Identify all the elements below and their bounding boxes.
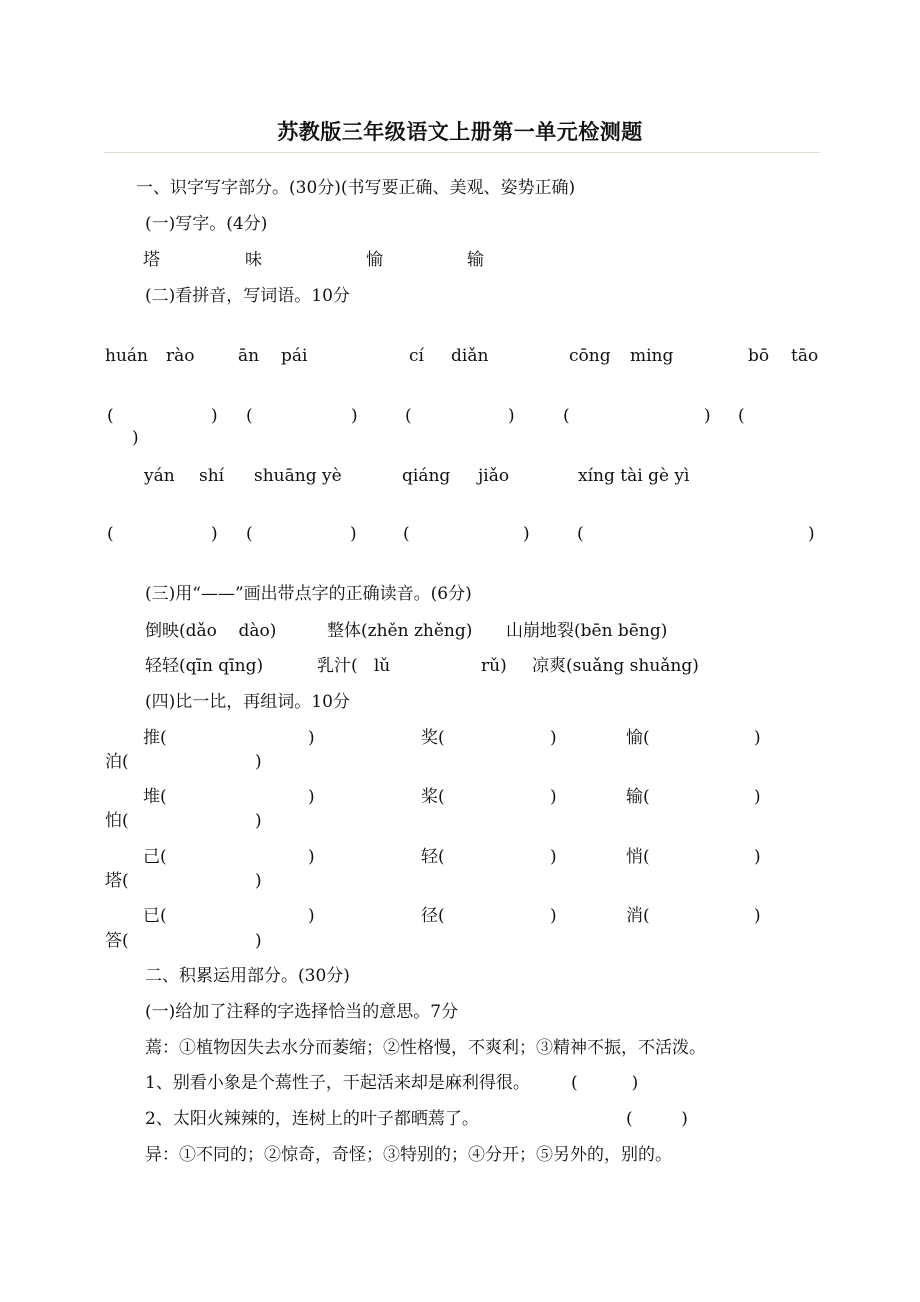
reading-choice: 山崩地裂(bēn bēng): [506, 621, 668, 641]
compare-close: ): [308, 906, 315, 926]
compare-close: ): [550, 847, 557, 867]
answer-blank: ( ): [571, 1073, 639, 1093]
answer-blank-close: ): [211, 406, 218, 426]
answer-blank-close: ): [508, 406, 515, 426]
pinyin-syllable: shuāng yè: [254, 466, 342, 486]
pinyin-syllable: cí: [409, 346, 424, 366]
answer-blank-close: ): [350, 524, 357, 544]
page-title: 苏教版三年级语文上册第一单元检测题: [277, 119, 643, 144]
answer-blank-open: (: [246, 406, 253, 426]
answer-blank-close: ): [808, 524, 815, 544]
compare-close: ): [754, 787, 761, 807]
part-1-heading: (一)给加了注释的字选择恰当的意思。7分: [145, 1002, 459, 1022]
compare-close: ): [754, 728, 761, 748]
reading-choice: rǔ): [481, 656, 507, 676]
compare-close: ): [255, 811, 262, 831]
write-char: 愉: [366, 250, 383, 270]
answer-blank-open: (: [246, 524, 253, 544]
part-4-heading: (四)比一比，再组词。10分: [145, 692, 350, 712]
compare-char: 答(: [105, 931, 129, 951]
compare-char: 消(: [626, 906, 650, 926]
compare-char: 悄(: [626, 847, 650, 867]
compare-char: 推(: [143, 728, 167, 748]
compare-char: 轻(: [421, 847, 445, 867]
write-char: 味: [245, 250, 262, 270]
compare-char: 径(: [421, 906, 445, 926]
compare-char: 桨(: [421, 787, 445, 807]
pinyin-syllable: bō: [748, 346, 770, 366]
answer-blank-close: ): [211, 524, 218, 544]
answer-blank-open: (: [107, 406, 114, 426]
answer-blank: ( ): [626, 1109, 688, 1129]
pinyin-syllable: ān: [238, 346, 260, 366]
compare-char: 塔(: [105, 871, 129, 891]
compare-close: ): [255, 752, 262, 772]
reading-choice: 凉爽(suǎng shuǎng): [532, 656, 699, 676]
pinyin-syllable: rào: [166, 346, 195, 366]
question-line: 2、太阳火辣辣的，连树上的叶子都晒蔫了。: [145, 1109, 479, 1129]
pinyin-syllable: jiǎo: [478, 466, 510, 486]
compare-char: 己(: [143, 847, 167, 867]
compare-char: 已(: [143, 906, 167, 926]
compare-close: ): [754, 906, 761, 926]
answer-blank-open: (: [738, 406, 745, 426]
pinyin-syllable: xíng tài gè yì: [578, 466, 690, 486]
compare-close: ): [754, 847, 761, 867]
pinyin-syllable: ming: [630, 346, 674, 366]
reading-choice: 整体(zhěn zhěng): [327, 621, 473, 641]
answer-blank-open: (: [403, 524, 410, 544]
compare-char: 泊(: [105, 752, 129, 772]
answer-blank-open: (: [107, 524, 114, 544]
reading-choice: 轻轻(qīn qīng): [145, 656, 264, 676]
reading-choice: 倒映(dǎo dào): [145, 621, 277, 641]
compare-close: ): [308, 787, 315, 807]
pinyin-syllable: qiáng: [402, 466, 451, 486]
compare-char: 怕(: [105, 811, 129, 831]
part-1-heading: (一)写字。(4分): [145, 214, 268, 234]
compare-close: ): [255, 931, 262, 951]
pinyin-syllable: huán: [105, 346, 148, 366]
definition-line: 蔫：①植物因失去水分而萎缩；②性格慢，不爽利；③精神不振，不活泼。: [145, 1038, 706, 1058]
compare-close: ): [550, 728, 557, 748]
part-2-heading: (二)看拼音，写词语。10分: [145, 286, 350, 306]
answer-blank-open: (: [563, 406, 570, 426]
part-3-heading: (三)用“——”画出带点字的正确读音。(6分): [145, 584, 472, 604]
compare-char: 堆(: [143, 787, 167, 807]
compare-char: 输(: [626, 787, 650, 807]
compare-close: ): [255, 871, 262, 891]
pinyin-syllable: yán: [144, 466, 175, 486]
question-line: 1、别看小象是个蔫性子，干起活来却是麻利得很。: [145, 1073, 530, 1093]
title-divider: [104, 152, 820, 153]
answer-blank-close: ): [351, 406, 358, 426]
pinyin-syllable: cōng: [569, 346, 611, 366]
pinyin-syllable: diǎn: [451, 346, 489, 366]
reading-choice: 乳汁( lǔ: [317, 656, 391, 676]
pinyin-syllable: pái: [281, 346, 308, 366]
compare-char: 奖(: [421, 728, 445, 748]
write-char: 塔: [143, 250, 160, 270]
section-2-heading: 二、积累运用部分。(30分): [145, 966, 350, 986]
answer-blank-close: ): [523, 524, 530, 544]
compare-char: 愉(: [626, 728, 650, 748]
compare-close: ): [308, 728, 315, 748]
pinyin-syllable: tāo: [791, 346, 819, 366]
compare-close: ): [550, 787, 557, 807]
write-char: 输: [467, 250, 484, 270]
pinyin-syllable: shí: [199, 466, 225, 486]
compare-close: ): [308, 847, 315, 867]
section-1-heading: 一、识字写字部分。(30分)(书写要正确、美观、姿势正确): [136, 178, 576, 198]
compare-close: ): [550, 906, 557, 926]
answer-blank-close: ): [132, 428, 139, 448]
definition-line: 异：①不同的；②惊奇，奇怪；③特别的；④分开；⑤另外的，别的。: [145, 1145, 672, 1165]
answer-blank-close: ): [704, 406, 711, 426]
answer-blank-open: (: [405, 406, 412, 426]
answer-blank-open: (: [577, 524, 584, 544]
